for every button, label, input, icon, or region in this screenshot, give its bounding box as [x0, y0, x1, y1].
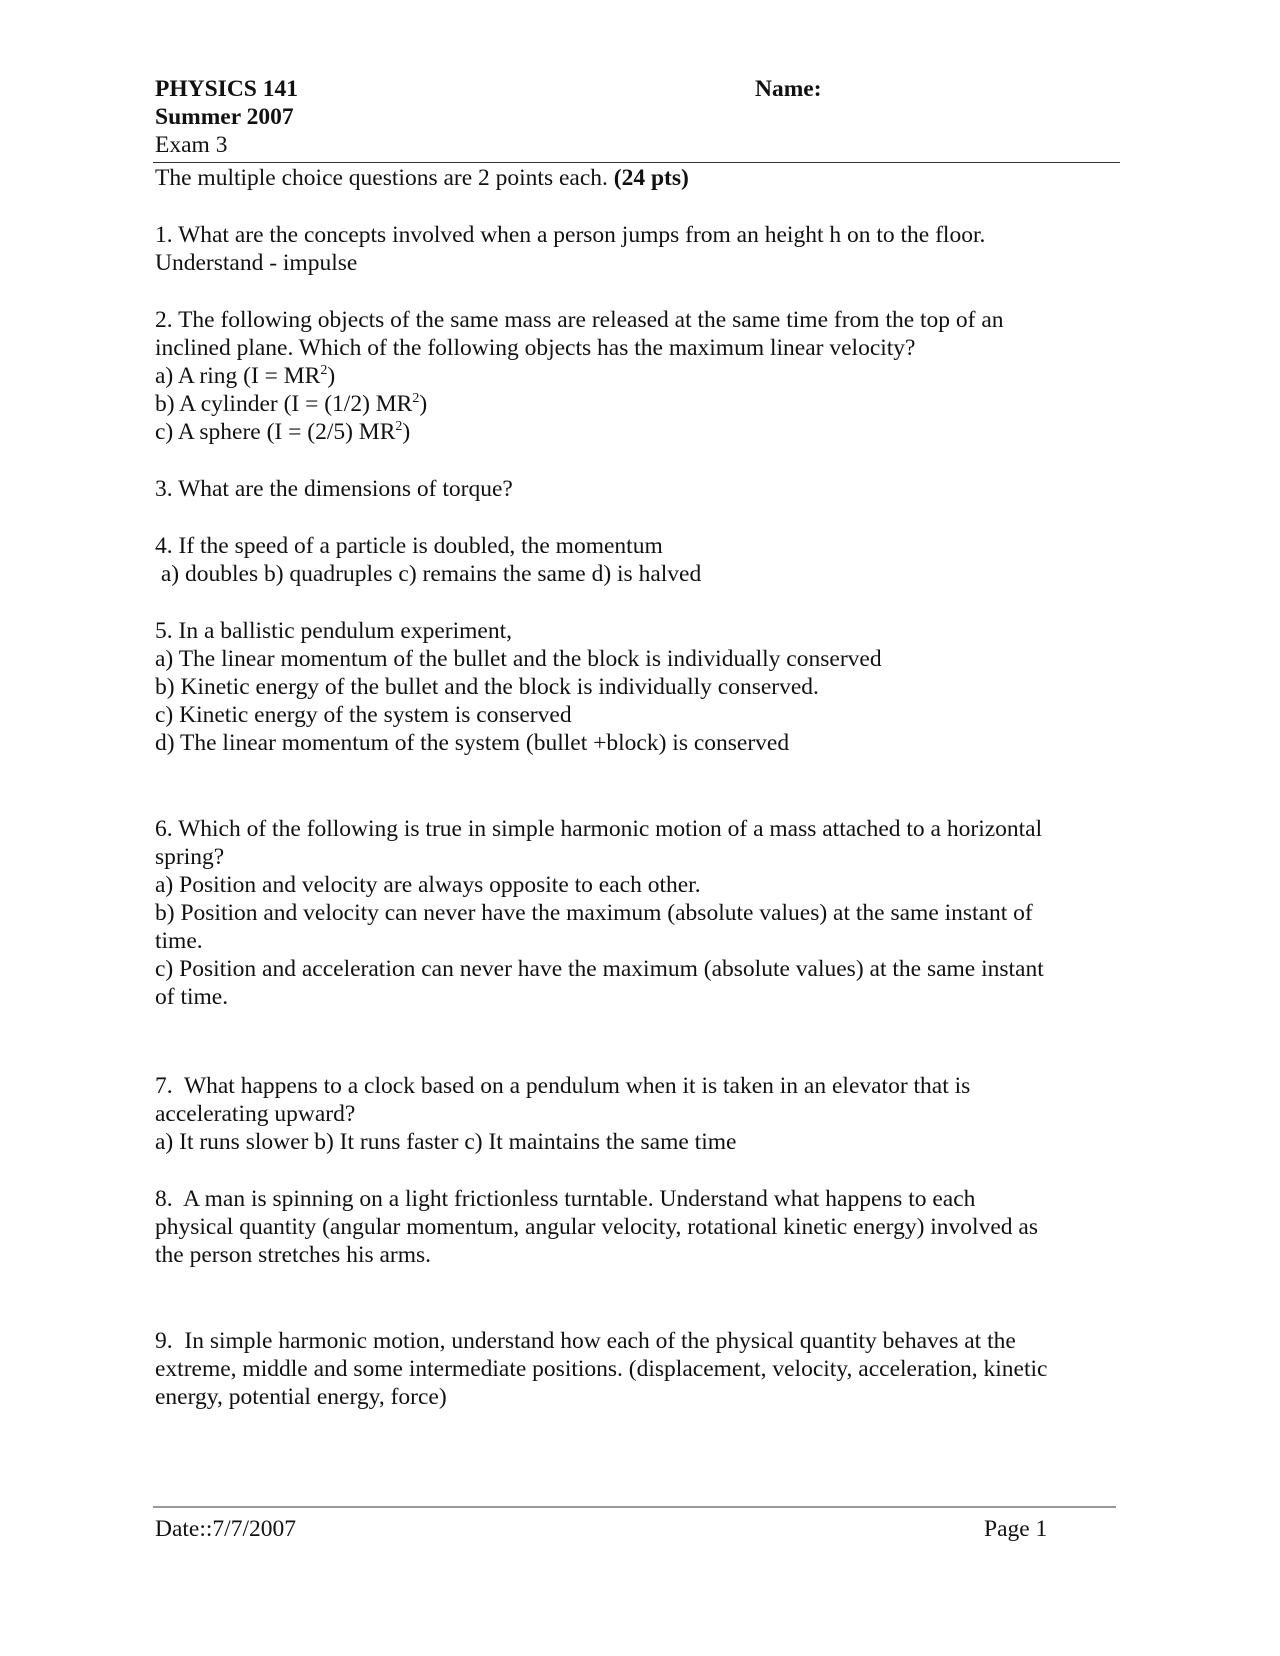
- option-text: b) A cylinder (I = (1/2) MR: [155, 391, 413, 417]
- question-4-options: a) doubles b) quadruples c) remains the same d) is halved: [155, 561, 702, 587]
- question-9-line-1: 9. In simple harmonic motion, understand how each of the physical quantity behaves at the: [155, 1328, 1016, 1354]
- question-8-line-3: the person stretches his arms.: [155, 1242, 432, 1268]
- question-9-line-2: extreme, middle and some intermediate positions. (displacement, velocity, acceleration, kinetic: [155, 1356, 1048, 1382]
- close-paren: ): [327, 363, 336, 389]
- question-6-option-c-line-2: of time.: [155, 984, 229, 1010]
- question-5-line-1: 5. In a ballistic pendulum experiment,: [155, 618, 512, 644]
- question-7-options: a) It runs slower b) It runs faster c) It maintains the same time: [155, 1129, 737, 1155]
- question-9-line-3: energy, potential energy, force): [155, 1384, 447, 1410]
- footer-date: Date::7/7/2007: [155, 1516, 296, 1542]
- close-paren: ): [419, 391, 428, 417]
- footer-page-number: Page 1: [984, 1516, 1048, 1542]
- question-4-line-1: 4. If the speed of a particle is doubled, the momentum: [155, 533, 663, 559]
- question-8-line-1: 8. A man is spinning on a light frictionless turntable. Understand what happens to each: [155, 1186, 976, 1212]
- instructions-text: The multiple choice questions are 2 points each.: [155, 165, 608, 191]
- footer-rule: [153, 1506, 1116, 1508]
- question-6-option-c-line-1: c) Position and acceleration can never have the maximum (absolute values) at the same instant: [155, 956, 1044, 982]
- question-6-line-1: 6. Which of the following is true in simple harmonic motion of a mass attached to a horizontal: [155, 816, 1043, 842]
- question-2-option-a: [155, 362, 335, 390]
- question-5-option-c: c) Kinetic energy of the system is conserved: [155, 702, 572, 728]
- superscript: 2: [320, 363, 328, 378]
- question-8-line-2: physical quantity (angular momentum, angular velocity, rotational kinetic energy) involved as: [155, 1214, 1038, 1240]
- superscript: 2: [412, 391, 420, 406]
- question-6-option-b-line-1: b) Position and velocity can never have the maximum (absolute values) at the same instant of: [155, 900, 1033, 926]
- question-2-line-1: 2. The following objects of the same mass are released at the same time from the top of an: [155, 307, 1004, 333]
- question-1-line-1: 1. What are the concepts involved when a person jumps from an height h on to the floor.: [155, 222, 986, 248]
- question-6-option-b-line-2: time.: [155, 928, 203, 954]
- question-5-option-b: b) Kinetic energy of the bullet and the block is individually conserved.: [155, 674, 819, 700]
- close-paren: ): [402, 419, 411, 445]
- question-1-line-2: Understand - impulse: [155, 250, 358, 276]
- question-5-option-d: d) The linear momentum of the system (bullet +block) is conserved: [155, 730, 790, 756]
- course-title: PHYSICS 141: [155, 76, 298, 102]
- header-rule: [153, 162, 1120, 163]
- question-5-option-a: a) The linear momentum of the bullet and the block is individually conserved: [155, 646, 882, 672]
- instructions-points: (24 pts): [613, 165, 689, 191]
- question-2-option-c: [155, 418, 410, 446]
- term-label: Summer 2007: [155, 104, 294, 130]
- superscript: 2: [395, 419, 403, 434]
- question-2-line-2: inclined plane. Which of the following objects has the maximum linear velocity?: [155, 335, 916, 361]
- question-7-line-2: accelerating upward?: [155, 1101, 356, 1127]
- question-2-option-b: [155, 390, 427, 418]
- exam-label: Exam 3: [155, 132, 228, 158]
- option-text: a) A ring (I = MR: [155, 363, 321, 389]
- name-label: Name:: [755, 76, 822, 102]
- question-7-line-1: 7. What happens to a clock based on a pendulum when it is taken in an elevator that is: [155, 1073, 971, 1099]
- question-6-option-a: a) Position and velocity are always opposite to each other.: [155, 872, 701, 898]
- question-3-line-1: 3. What are the dimensions of torque?: [155, 476, 513, 502]
- option-text: c) A sphere (I = (2/5) MR: [155, 419, 396, 445]
- instructions: [155, 164, 689, 192]
- question-6-line-2: spring?: [155, 844, 225, 870]
